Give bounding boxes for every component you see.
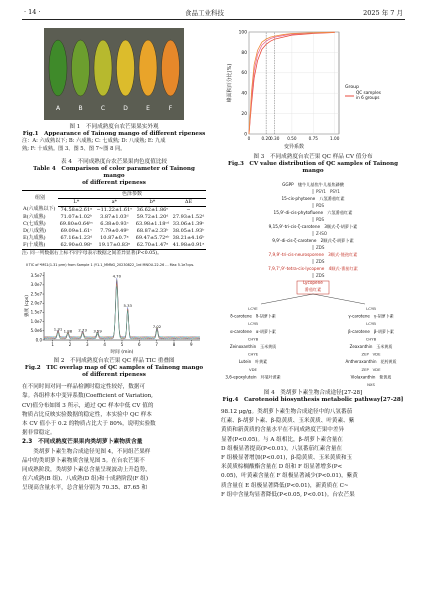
- y-tick-label: 0: [244, 132, 247, 138]
- x-tick-label: 0.30: [270, 136, 280, 141]
- left-body: [22, 383, 206, 493]
- metabolite-node: GGPP 牻牛儿基焦牛儿基焦磷酸: [282, 181, 344, 187]
- section-heading: 2.3 不同成熟度芒果果肉类胡萝卜素物质含量: [22, 439, 143, 446]
- mango-label: D: [123, 105, 128, 112]
- mango-label: B: [78, 105, 83, 112]
- mango-label: C: [100, 105, 106, 112]
- fig3-caption-cn: 图 3 不同成熟度台农芒果 QC 样品 CV 值分布: [253, 154, 373, 160]
- enzyme-label: LCYB: [366, 305, 376, 311]
- table-cell: 63.98±1.18ᶜᵈ: [135, 220, 170, 227]
- enzyme-label: ZDS: [316, 272, 325, 278]
- y-tick-label: 60: [241, 71, 247, 77]
- enzyme-label: ZDS: [316, 244, 325, 250]
- page-header: [0, 0, 427, 22]
- table-row: [22, 214, 206, 221]
- fig4-caption-en: Fig.4 Carotenoid biosynthesis metabolic pathway[27-28]: [222, 396, 404, 403]
- peak-label: 3.59: [93, 328, 102, 334]
- y-tick-label: 1.5e7: [30, 309, 42, 315]
- body-line: 显著(P<0.05)。与 A 组相比，β-胡萝卜素含量在: [221, 436, 343, 443]
- table-cell: 71.07±1.02ᵇ: [60, 213, 93, 220]
- right-body: [221, 408, 405, 500]
- table-cell: 69.80±0.64ᵇᶜ: [59, 220, 93, 227]
- body-line: F 组极显著增加(P<0.01)，β-隐黄质、玉米黄质和玉: [221, 455, 353, 462]
- body-line: CV)值分布如图 3 所示，通过 QC 样本中低 CV 值的: [22, 402, 154, 409]
- journal-name: 食品工业科技: [185, 9, 224, 17]
- x-tick-label: 8: [172, 341, 176, 347]
- enzyme-label: CHYB: [247, 336, 259, 342]
- table-cell: 62.70±1.47ᵃ: [134, 242, 171, 250]
- fig1-caption-en: Fig.1 Appearance of Tainong mango of different ripeness: [22, 131, 206, 138]
- metabolite-node: β-carotene β-胡萝卜素: [348, 328, 394, 334]
- enzyme-label: Z-ISO: [316, 230, 327, 236]
- body-line: D 组极显著提高(P<0.01)，八氢番茄红素含量在: [221, 445, 343, 452]
- issue-date: 2025 年 7 月: [363, 9, 403, 17]
- x-tick-label: 0.75: [308, 136, 318, 141]
- mango-F: [162, 40, 180, 96]
- metabolite-node: γ-carotene γ-胡萝卜素: [348, 313, 394, 319]
- table-cell: 38.21±4.16ᵇ: [172, 234, 205, 241]
- enzyme-label: PDS: [316, 216, 325, 222]
- body-line: 物质占比反映实验数据的稳定性，本实验中 QC 样本: [22, 411, 152, 418]
- table-cell: 62.90±0.98ᵉ: [58, 242, 95, 250]
- enzyme-label: LCYE: [248, 305, 258, 311]
- body-line: 品中的类胡萝卜素物质含量见图 5。在台农芒果不: [22, 457, 145, 464]
- fig2-caption-en-1: Fig.2 TIC overlap map of QC samples of Tainong mango: [24, 364, 204, 371]
- table-cell: 33.06±1.39ᶜ: [172, 220, 205, 227]
- enzyme-label: LCYB: [366, 320, 376, 326]
- metabolite-node: 7,9,9'-tri-cis-neurosporene 3顺式-链孢红素: [268, 251, 358, 257]
- metabolite-node: Antheraxanthin 花药黄质: [345, 358, 397, 364]
- enzyme-label: ZDS: [316, 258, 325, 264]
- page-number: · 14 ·: [24, 8, 41, 16]
- fig2-caption-cn: 图 2 不同成熟度台农芒果 QC 样品 TIC 重叠图: [53, 357, 175, 364]
- peak-label: 4.70: [112, 272, 122, 278]
- figure-4: [221, 180, 405, 388]
- table4-col-color: 色泽参数: [58, 190, 206, 198]
- metabolite-node: Violaxanthin 紫黄质: [350, 374, 392, 380]
- table-row-label: B(六成熟): [23, 213, 46, 220]
- table4-col-a: a*: [95, 198, 134, 206]
- y-tick-label: 2.5e7: [30, 290, 42, 296]
- table-row: [22, 242, 206, 250]
- enzyme-label: LCYB: [248, 320, 258, 326]
- table-row-label: A(六成熟以下): [23, 206, 56, 213]
- table4-col-group: 组别: [22, 190, 58, 206]
- fig3-caption-en: Fig.3 CV value distribution of QC samples of Tainong mango: [227, 161, 398, 175]
- fig1-caption-cn: 图 1 不同成熟度台农芒果果实外观: [69, 124, 159, 130]
- table-cell: −11.22±1.61ᵉ: [96, 206, 133, 213]
- table-cell: 69.47±5.72ᵃᵇ: [135, 234, 170, 241]
- y-tick-label: 1.0e7: [30, 318, 42, 324]
- table-cell: 74.58±2.61ᵃ: [60, 206, 93, 213]
- metabolite-node: Zeinoxanthin 玉米黄质: [229, 343, 277, 349]
- y-axis-label: 峰面积百分比(%): [227, 63, 233, 103]
- body-line: 0.05)，叶黄素含量在 F 组极显著减少(P<0.01)，紫黄: [221, 473, 358, 480]
- x-tick-label: 5: [120, 341, 124, 347]
- metabolite-node: 番茄红素: [304, 286, 322, 292]
- figure-1: [22, 28, 206, 124]
- y-tick-label: 20: [241, 112, 247, 117]
- table-cell: 68.87±2.33ᵇ: [136, 227, 169, 234]
- table-4: [22, 190, 206, 250]
- table-row-label: C(七成熟): [23, 220, 46, 227]
- table-row: [22, 235, 206, 242]
- body-line: 类胡萝卜素生物合成途径见图 4，不同组芒果样: [22, 448, 151, 455]
- table-cell: 67.16±1.23ᵈ: [60, 234, 93, 241]
- metabolite-node: Lutein 叶黄素: [238, 358, 268, 364]
- y-axis-label: 强度 (cps): [25, 294, 30, 317]
- table-cell: 59.72±1.20ᵈ: [136, 213, 169, 220]
- table-cell: −: [186, 206, 191, 213]
- table-cell: 3.87±1.03ᵈ: [100, 213, 129, 220]
- mango-label: A: [55, 105, 61, 112]
- table-row: [22, 206, 206, 214]
- table-cell: 38.05±1.93ᵇ: [172, 227, 205, 234]
- table-row-label: D(八成熟): [23, 227, 46, 234]
- body-line: 据非常稳定。: [22, 430, 56, 437]
- table-row: [22, 221, 206, 228]
- fig1-note-1: 注：A: 六成熟以下; B: 六成熟; C: 七成熟; D: 八成熟; E: 九成: [22, 138, 166, 145]
- table-cell: 19.17±0.83ᵃ: [95, 242, 134, 250]
- x-tick-label: 6: [138, 341, 141, 347]
- peak-label: 2.73: [78, 327, 87, 333]
- header-rule: [22, 19, 405, 20]
- branch-right: [313, 294, 365, 304]
- mango-photo: [22, 28, 206, 120]
- right-column: [221, 24, 405, 500]
- enzyme-label: CHYE: [247, 351, 259, 357]
- peak-label: 1.88: [63, 328, 73, 334]
- legend-entry: in 6 groups: [356, 95, 380, 100]
- fig2-caption-en-2: of different ripeness: [82, 372, 146, 379]
- branch-left: [261, 294, 313, 304]
- metabolite-node: Lycopene: [303, 279, 323, 285]
- y-tick-label: 5.0e6: [30, 327, 42, 333]
- x-tick-label: 1: [51, 341, 54, 347]
- mango-E: [139, 40, 157, 96]
- table4-col-l: L*: [58, 198, 95, 206]
- mango-label: E: [146, 105, 150, 112]
- body-line: 本 CV 值小于 0.2 的物质占比大于 80%，说明实验数: [22, 421, 156, 428]
- enzyme-label: ZEP VDE: [361, 351, 381, 357]
- body-line: 在不同时间对同一样品检测时稳定性较好，数据可: [22, 384, 146, 391]
- table4-col-b: b*: [134, 198, 171, 206]
- legend-title: Group: [345, 85, 359, 90]
- figure-2: [22, 260, 206, 356]
- metabolite-node: 9,15,9'-tri-cis-ζ-carotene 3顺式-ζ-胡萝卜素: [268, 223, 358, 229]
- table-cell: 69.09±1.61ᶜ: [60, 227, 92, 234]
- peak-label: 1.31: [53, 326, 63, 332]
- body-line: 呈现高含量水平，总含量分别为 70.35、87.65 和: [22, 485, 148, 492]
- plot-frame: [249, 32, 339, 134]
- y-tick-label: 3.5e7: [30, 272, 42, 278]
- x-tick-label: 0.20: [261, 136, 271, 141]
- metabolite-node: 15,9'-di-cis-phytofluene 六氢番茄红素: [273, 209, 353, 215]
- metabolite-node: δ-carotene δ-胡萝卜素: [230, 313, 276, 319]
- body-line: 靠。各组样本中变异系数(Coefficient of Variation,: [22, 393, 153, 400]
- metabolite-node: 9,9'-di-cis-ζ-carotene 2顺式-ζ-胡萝卜素: [272, 237, 354, 243]
- chart-header: Ⅱ TIC of *MS1(1.31 prm) from Sample 1 (Y1.1_MMNG_20230822_1rd MNOU-22-26 ... Max 5.1e7cps.: [26, 262, 195, 267]
- x-tick-label: 0: [247, 136, 251, 141]
- mango-label: F: [168, 105, 173, 112]
- y-tick-label: 2.0e7: [30, 300, 42, 306]
- x-axis-label: 变异系数: [283, 144, 305, 150]
- table4-title-en-2: of different ripeness: [82, 180, 146, 187]
- table-cell: 41.98±0.91ᵃ: [172, 241, 205, 248]
- table-cell: 6.38±0.93ᶜ: [100, 220, 129, 227]
- x-tick-label: 0.50: [287, 136, 297, 141]
- table-row: [22, 228, 206, 235]
- y-tick-label: 40: [241, 91, 247, 97]
- enzyme-label: CHYB: [365, 336, 377, 342]
- x-tick-label: 1.00: [330, 136, 340, 141]
- y-tick-label: 3.0e7: [30, 281, 42, 287]
- x-tick-label: 4: [103, 341, 106, 347]
- pathway-diagram: [221, 180, 405, 388]
- tic-chart: [22, 260, 206, 356]
- x-axis-label: 时间 (min): [110, 349, 134, 355]
- y-tick-label: 0.0: [35, 336, 42, 342]
- figure-3: [221, 24, 405, 152]
- body-line: 在六成熟(B 组)、八成熟(D 组)和十成熟阶段(F 组): [22, 476, 148, 483]
- enzyme-label: ZEP VDE: [361, 366, 381, 372]
- mango-C: [94, 40, 112, 96]
- table-cell: 10.87±0.7ᵃ: [100, 234, 129, 241]
- metabolite-node: α-carotene α-胡萝卜素: [230, 328, 276, 334]
- enzyme-label: PSY1 PSY1: [316, 188, 340, 194]
- enzyme-label: VDE: [249, 366, 257, 372]
- table-cell: 7.79±0.49ᵇ: [100, 227, 129, 234]
- y-tick-label: 100: [238, 30, 247, 36]
- cv-chart: [221, 24, 405, 152]
- mango-D: [117, 40, 135, 96]
- body-line: 质含量在 E 组极显著降低(P<0.01)，新黄质在 C~: [221, 482, 349, 489]
- x-tick-label: 3: [86, 341, 89, 347]
- table4-title-cn: 表 4 不同成熟度台农芒果果肉色度值比较: [60, 158, 168, 165]
- body-line: 红素、β-胡萝卜素、β-隐黄质、玉米黄质、叶黄素、紫: [221, 418, 355, 425]
- x-tick-label: 2: [68, 341, 72, 347]
- metabolite-node: 15-cis-phytoene 八氢番茄红素: [281, 195, 345, 201]
- fig1-note-2: 熟; F: 十成熟。图 3、图 5、图 7~图 8 同。: [22, 145, 126, 152]
- x-tick-label: 7: [155, 341, 158, 347]
- left-column: [22, 24, 206, 494]
- metabolite-node: 7,9,7',9'-tetra-cis-lycopene 4顺式-番茄红素: [268, 265, 358, 271]
- table4-col-de: ΔE: [171, 198, 206, 206]
- table-cell: 27.93±1.52ᵈ: [172, 213, 205, 220]
- body-line: 黄质和新黄质的含量水平在不同成熟度芒果中差异: [221, 427, 345, 434]
- legend-entry: QC samples: [356, 90, 381, 95]
- body-line: F 组中含量均显著降低(P<0.05, P<0.01)。台农芒果: [221, 491, 355, 498]
- body-line: 米黄质棕榈酸酯含量在 D 组和 F 组显著增多(P<: [221, 464, 343, 471]
- enzyme-label: NXS: [367, 381, 375, 387]
- peak-label: 5.33: [123, 302, 132, 308]
- enzyme-label: PDS: [316, 202, 325, 208]
- y-tick-label: 80: [241, 50, 247, 56]
- mango-A: [49, 40, 67, 96]
- metabolite-node: Zeaxanthin 玉米黄质: [349, 343, 393, 349]
- fig4-caption-cn: 图 4 类胡萝卜素生物合成途径[27-28]: [263, 389, 363, 396]
- peak-label: 7.02: [152, 323, 162, 329]
- x-tick-label: 9: [190, 341, 193, 347]
- metabolite-node: 3,6-epoxylutein 环氧叶黄素: [225, 374, 281, 380]
- table-row-label: F(十成熟): [22, 242, 58, 250]
- table4-title-en-1: Table 4 Comparison of color parameter of Tainong mango: [33, 166, 195, 180]
- table-cell: 36.62±1.86ᵉ: [136, 206, 169, 213]
- table-row-label: E(九成熟): [23, 234, 46, 241]
- body-line: 98.12 μg/g。类胡萝卜素生物合成途径中的八氢番茄: [221, 409, 353, 416]
- table4-note: 注: 同一列数据右上标不同字母表示数据之间差异显著(P<0.05)。: [22, 250, 162, 256]
- body-line: 同成熟阶段，类胡萝卜素总含量呈现波动上升趋势，: [22, 467, 151, 474]
- mango-B: [72, 40, 90, 96]
